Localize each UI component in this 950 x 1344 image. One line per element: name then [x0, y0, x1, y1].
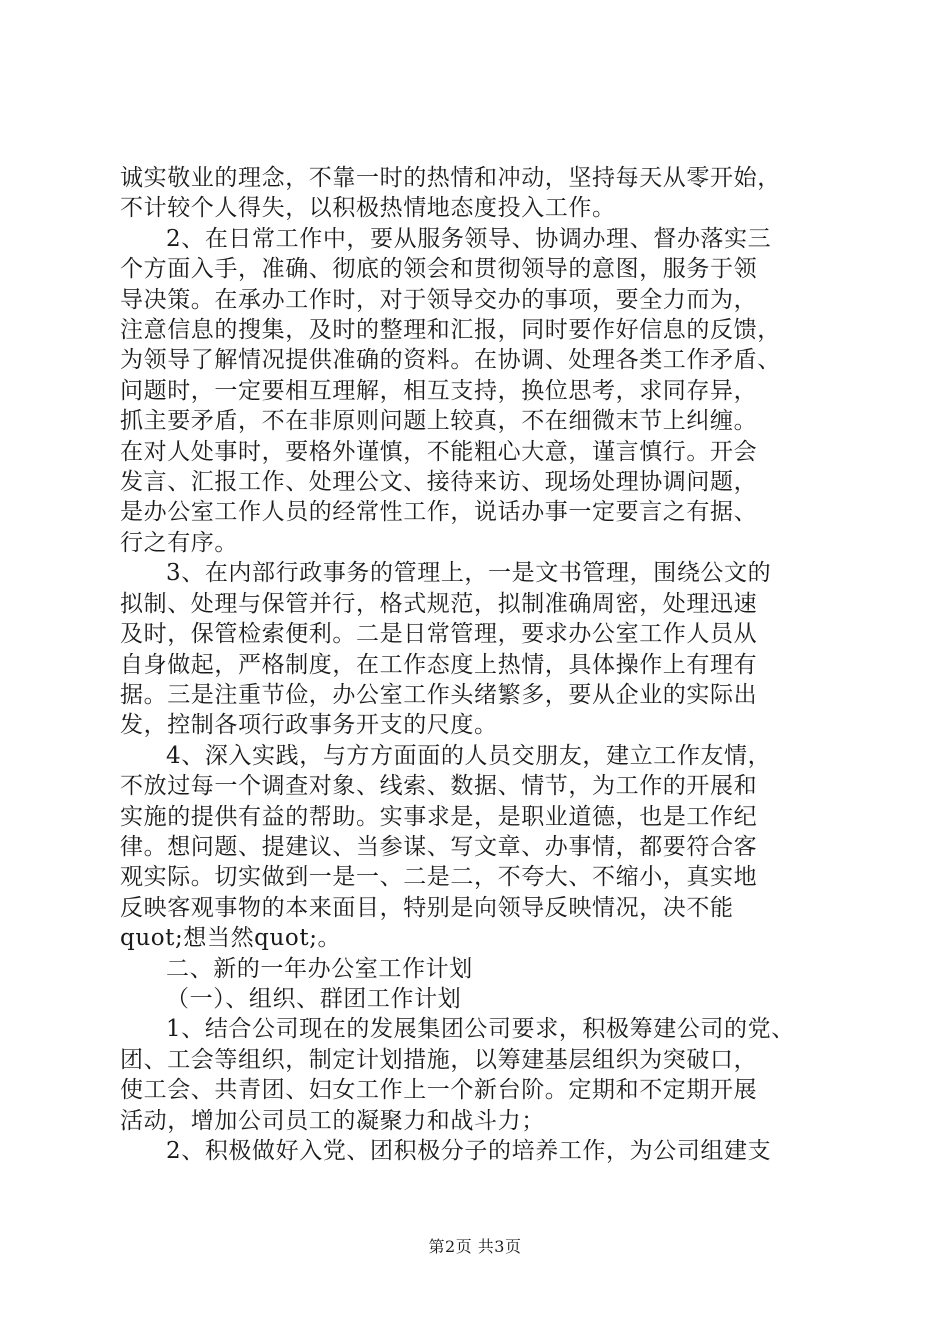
text-line: 活动，增加公司员工的凝聚力和战斗力； — [120, 1107, 545, 1134]
text-line: 实施的提供有益的帮助。实事求是，是职业道德，也是工作纪 — [120, 803, 758, 830]
page-footer: 第2页 共3页 — [428, 1237, 522, 1256]
text-line: 拟制、处理与保管并行，格式规范，拟制准确周密，处理迅速 — [120, 590, 758, 617]
text-line: 抓主要矛盾，不在非原则问题上较真，不在细微末节上纠缠。 — [120, 408, 758, 435]
text-line: 反映客观事物的本来面目，特别是向领导反映情况，决不能 — [120, 894, 734, 921]
text-line: quot;想当然quot;。 — [120, 925, 342, 952]
text-line: 不放过每一个调查对象、线索、数据、情节，为工作的开展和 — [120, 773, 758, 800]
text-line: 2、在日常工作中，要从服务领导、协调办理、督办落实三 — [166, 225, 772, 252]
text-line: 发，控制各项行政事务开支的尺度。 — [120, 712, 498, 739]
text-line: 诚实敬业的理念，不靠一时的热情和冲动，坚持每天从零开始， — [120, 165, 781, 191]
text-line: 据。三是注重节俭，办公室工作头绪繁多，要从企业的实际出 — [120, 681, 758, 708]
text-line: （一）、组织、群团工作计划 — [166, 985, 462, 1012]
text-line: 在对人处事时，要格外谨慎，不能粗心大意，谨言慎行。开会 — [120, 438, 758, 465]
text-line: 不计较个人得失，以积极热情地态度投入工作。 — [120, 195, 616, 222]
text-line: 发言、汇报工作、处理公文、接待来访、现场处理协调问题， — [120, 469, 758, 496]
text-line: 问题时，一定要相互理解，相互支持，换位思考，求同存异， — [120, 377, 758, 404]
text-line: 注意信息的搜集，及时的整理和汇报，同时要作好信息的反馈， — [120, 317, 781, 344]
text-line: 为领导了解情况提供准确的资料。在协调、处理各类工作矛盾、 — [120, 347, 781, 374]
text-line: 行之有序。 — [120, 529, 238, 556]
text-line: 2、积极做好入党、团积极分子的培养工作，为公司组建支 — [166, 1138, 772, 1164]
text-line: 自身做起，严格制度，在工作态度上热情，具体操作上有理有 — [120, 651, 758, 678]
text-line: 使工会、共青团、妇女工作上一个新台阶。定期和不定期开展 — [120, 1077, 758, 1104]
text-line: 4、深入实践，与方方面面的人员交朋友，建立工作友情， — [166, 742, 772, 769]
document-body — [120, 163, 836, 1166]
text-line: 及时，保管检索便利。二是日常管理，要求办公室工作人员从 — [120, 621, 758, 648]
text-line: 3、在内部行政事务的管理上，一是文书管理，围绕公文的 — [166, 560, 772, 587]
text-line: 个方面入手，准确、彻底的领会和贯彻领导的意图，服务于领 — [120, 256, 758, 283]
text-line: 团、工会等组织，制定计划措施，以筹建基层组织为突破口， — [120, 1046, 758, 1073]
text-line: 观实际。切实做到一是一、二是二，不夸大、不缩小，真实地 — [120, 864, 758, 891]
text-line: 导决策。在承办工作时，对于领导交办的事项，要全力而为， — [120, 286, 758, 313]
text-line: 是办公室工作人员的经常性工作，说话办事一定要言之有据、 — [120, 499, 758, 526]
text-line: 二、新的一年办公室工作计划 — [166, 955, 473, 982]
text-line: 律。想问题、提建议、当参谋、写文章、办事情，都要符合客 — [120, 833, 758, 860]
text-line: 1、结合公司现在的发展集团公司要求，积极筹建公司的党、 — [166, 1016, 795, 1043]
